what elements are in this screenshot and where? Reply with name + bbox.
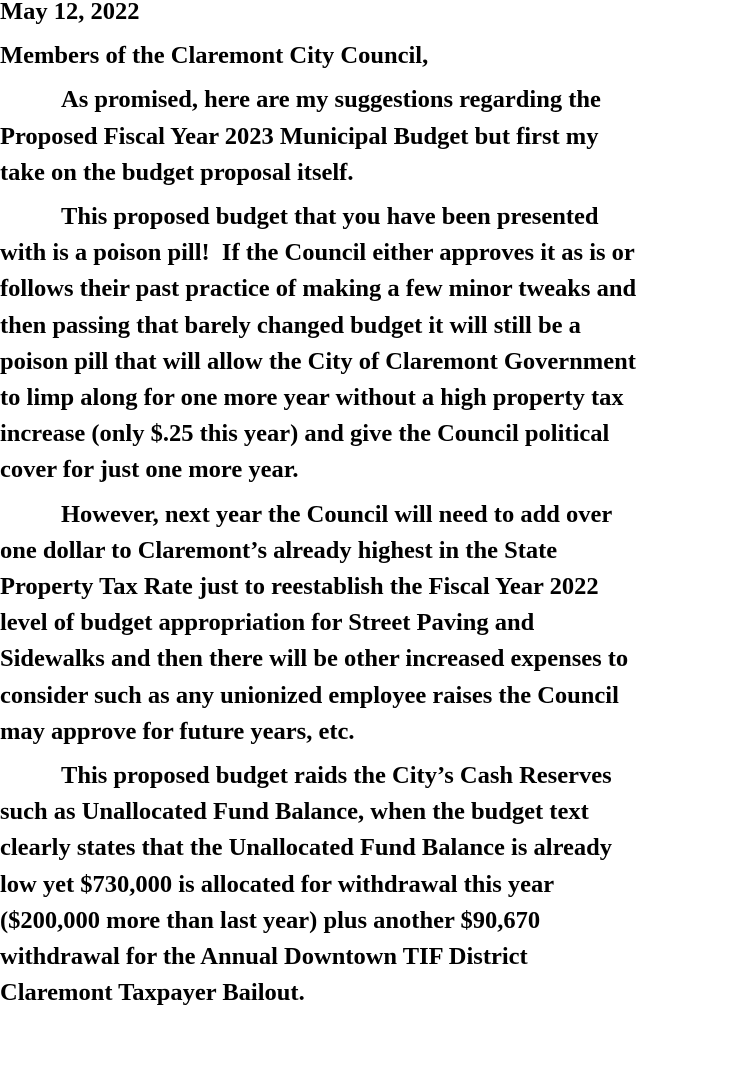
paragraph-line: with is a poison pill! If the Council either approves it as is or: [0, 239, 635, 267]
paragraph-line: low yet $730,000 is allocated for withdrawal this year: [0, 870, 555, 898]
paragraph-line: However, next year the Council will need to add over: [61, 500, 613, 528]
paragraph-2: [0, 199, 748, 489]
paragraph-line: cover for just one more year.: [0, 456, 299, 484]
paragraph-line: ($200,000 more than last year) plus another $90,670: [0, 906, 541, 934]
paragraph-line: Proposed Fiscal Year 2023 Municipal Budget but first my: [0, 122, 599, 150]
letter-date: May 12, 2022: [0, 0, 140, 25]
paragraph-line: withdrawal for the Annual Downtown TIF District: [0, 943, 528, 971]
paragraph-line: Claremont Taxpayer Bailout.: [0, 979, 305, 1007]
letter-salutation: Members of the Claremont City Council,: [0, 42, 429, 70]
paragraph-line: Property Tax Rate just to reestablish the Fiscal Year 2022: [0, 573, 599, 601]
paragraph-line: then passing that barely changed budget it will still be a: [0, 311, 581, 339]
paragraph-line: consider such as any unionized employee raises the Council: [0, 681, 619, 709]
paragraph-4: [0, 758, 748, 1011]
paragraph-line: one dollar to Claremont’s already highest in the State: [0, 536, 558, 564]
paragraph-line: clearly states that the Unallocated Fund Balance is already: [0, 834, 613, 862]
paragraph-line: follows their past practice of making a few minor tweaks and: [0, 275, 637, 303]
paragraph-line: As promised, here are my suggestions regarding the: [61, 86, 601, 114]
paragraph-line: Sidewalks and then there will be other increased expenses to: [0, 645, 629, 673]
paragraph-line: may approve for future years, etc.: [0, 717, 355, 745]
paragraph-line: such as Unallocated Fund Balance, when the budget text: [0, 798, 589, 826]
paragraph-line: increase (only $.25 this year) and give the Council political: [0, 420, 610, 448]
paragraph-1: [0, 82, 748, 191]
paragraph-line: take on the budget proposal itself.: [0, 158, 354, 186]
paragraph-line: poison pill that will allow the City of Claremont Government: [0, 347, 636, 375]
paragraph-line: level of budget appropriation for Street Paving and: [0, 609, 535, 637]
paragraph-3: [0, 497, 748, 750]
paragraph-line: to limp along for one more year without a high property tax: [0, 384, 624, 412]
paragraph-line: This proposed budget that you have been presented: [61, 203, 599, 231]
paragraph-line: This proposed budget raids the City’s Cash Reserves: [61, 762, 612, 790]
